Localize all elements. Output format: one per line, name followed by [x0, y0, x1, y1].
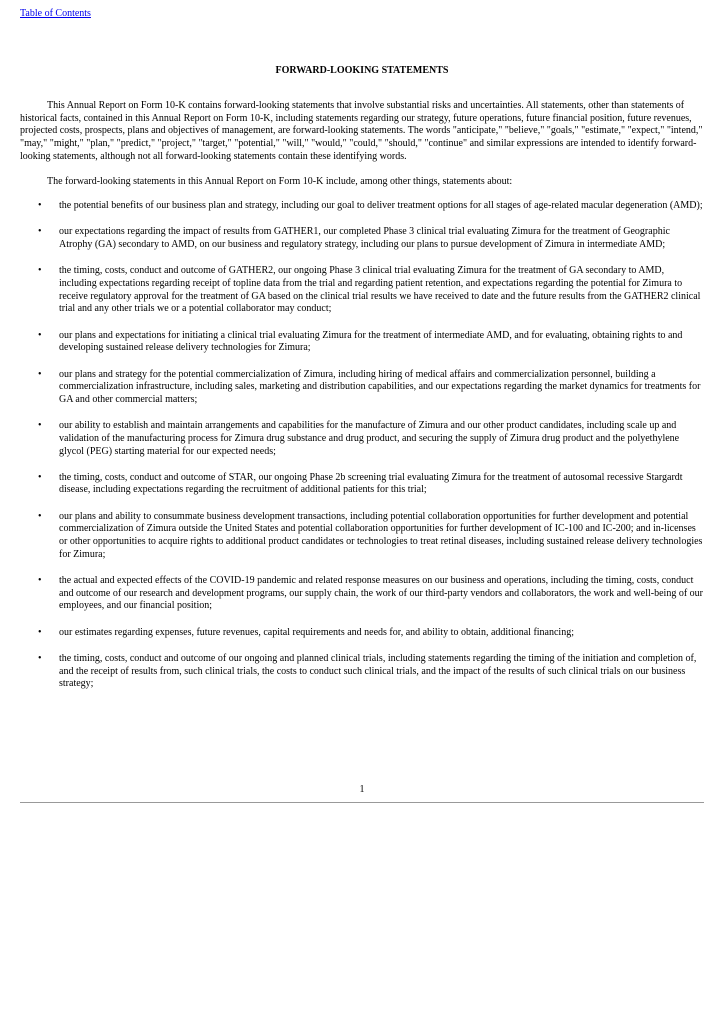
bullet-icon: • [38, 329, 42, 341]
list-item-text: the timing, costs, conduct and outcome of STAR, our ongoing Phase 2b screening trial evaluating Zimura for the treatment of autosomal recessive Stargardt disease, including expectations regarding the recruitment of additional patients for this trial; [59, 471, 683, 496]
list-item [20, 653, 704, 691]
document-body [20, 100, 704, 704]
statements-list [20, 200, 704, 691]
bullet-icon: • [38, 574, 42, 586]
lead-in-paragraph: The forward-looking statements in this Annual Report on Form 10-K include, among other things, statements about: [47, 175, 513, 187]
list-item-text: our plans and strategy for the potential commercialization of Zimura, including hiring of medical affairs and commercialization personnel, building a commercialization infrastructure, including sales, marketing and distribution capabilities, and our expectations regarding the market dynamics for treatments for GA and other commercial matters; [59, 368, 701, 405]
bullet-icon: • [38, 420, 42, 432]
list-item-text: our expectations regarding the impact of results from GATHER1, our completed Phase 3 clinical trial evaluating Zimura for the treatment of Geographic Atrophy (GA) secondary to AMD, on our business and regulatory strategy, including our plans to pursue development of Zimura in intermediate AMD; [59, 226, 670, 251]
list-item [20, 369, 704, 407]
list-item [20, 420, 704, 458]
list-item [20, 575, 704, 613]
list-item-text: the potential benefits of our business plan and strategy, including our goal to deliver treatment options for all stages of age-related macular degeneration (AMD); [59, 200, 703, 212]
page-divider [20, 802, 704, 803]
bullet-icon: • [38, 626, 42, 638]
intro-paragraph: This Annual Report on Form 10-K contains forward-looking statements that involve substantial risks and uncertainties. All statements, other than statements of historical facts, contained in this Annual Report on Form 10-K, including statements regarding our strategy, future operations, future financial position, future revenues, projected costs, prospects, plans and objectives of management, are forward-looking statements. The words "anticipate," "believe," "goals," "estimate," "expect," "intend," "may," "might," "plan," "predict," "project," "target," "potential," "will," "would," "could," "should," "continue" and similar expressions are intended to identify forward-looking statements, although not all forward-looking statements contain these identifying words. [20, 100, 703, 162]
bullet-icon: • [38, 652, 42, 664]
bullet-icon: • [38, 510, 42, 522]
bullet-icon: • [38, 368, 42, 380]
list-item-text: the actual and expected effects of the COVID-19 pandemic and related response measures on our business and operations, including the timing, costs, conduct and outcome of our research and development programs, our supply chain, the work of our third-party vendors and collaborators, the work and well-being of our employees, and our financial position; [59, 574, 703, 612]
list-item [20, 200, 704, 213]
list-item-text: our plans and ability to consummate business development transactions, including potential collaboration opportunities for further development and potential commercialization of Zimura outside the United States and potential collaboration opportunities for further development of IC-100 and IC-200; and in-licenses or other opportunities to acquire rights to additional product candidates or technologies to treat retinal diseases, including sustained release delivery technologies for Zimura; [59, 510, 703, 560]
list-item-text: our plans and expectations for initiating a clinical trial evaluating Zimura for the treatment of intermediate AMD, and for evaluating, obtaining rights to and developing sustained release delivery technologies for Zimura; [59, 329, 683, 354]
bullet-icon: • [38, 471, 42, 483]
page-number: 1 [359, 784, 365, 795]
list-item [20, 627, 704, 640]
list-item-text: our ability to establish and maintain arrangements and capabilities for the manufacture of Zimura and our other product candidates, including scale up and validation of the manufacturing process for Zimura drug substance and drug product, and securing the supply of Zimura drug product and the polyethylene glycol (PEG) starting material for our expected needs; [59, 420, 680, 457]
section-title: FORWARD-LOOKING STATEMENTS [275, 65, 449, 76]
list-item [20, 330, 704, 355]
bullet-icon: • [38, 226, 42, 238]
list-item [20, 265, 704, 316]
list-item-text: the timing, costs, conduct and outcome of GATHER2, our ongoing Phase 3 clinical trial evaluating Zimura for the treatment of GA secondary to AMD, including expectations regarding receipt of topline data from the trial and regarding patient retention, and expectations regarding the potential for Zimura to receive regulatory approval for the treatment of GA based on the clinical trial results we have received to date and the future results from the GATHER2 clinical trial and any other trials we or a potential collaborator may conduct; [59, 265, 701, 315]
list-item-text: our estimates regarding expenses, future revenues, capital requirements and needs for, and ability to obtain, additional financing; [59, 626, 574, 638]
bullet-icon: • [38, 200, 42, 212]
bullet-icon: • [38, 265, 42, 277]
table-of-contents-link[interactable]: Table of Contents [20, 8, 91, 19]
list-item [20, 226, 704, 251]
list-item [20, 511, 704, 562]
list-item [20, 472, 704, 497]
list-item-text: the timing, costs, conduct and outcome of our ongoing and planned clinical trials, including statements regarding the timing of the initiation and completion of, and the receipt of results from, such clinical trials, the costs to conduct such clinical trials, and the impact of the results of such clinical trials on our business strategy; [59, 652, 697, 690]
